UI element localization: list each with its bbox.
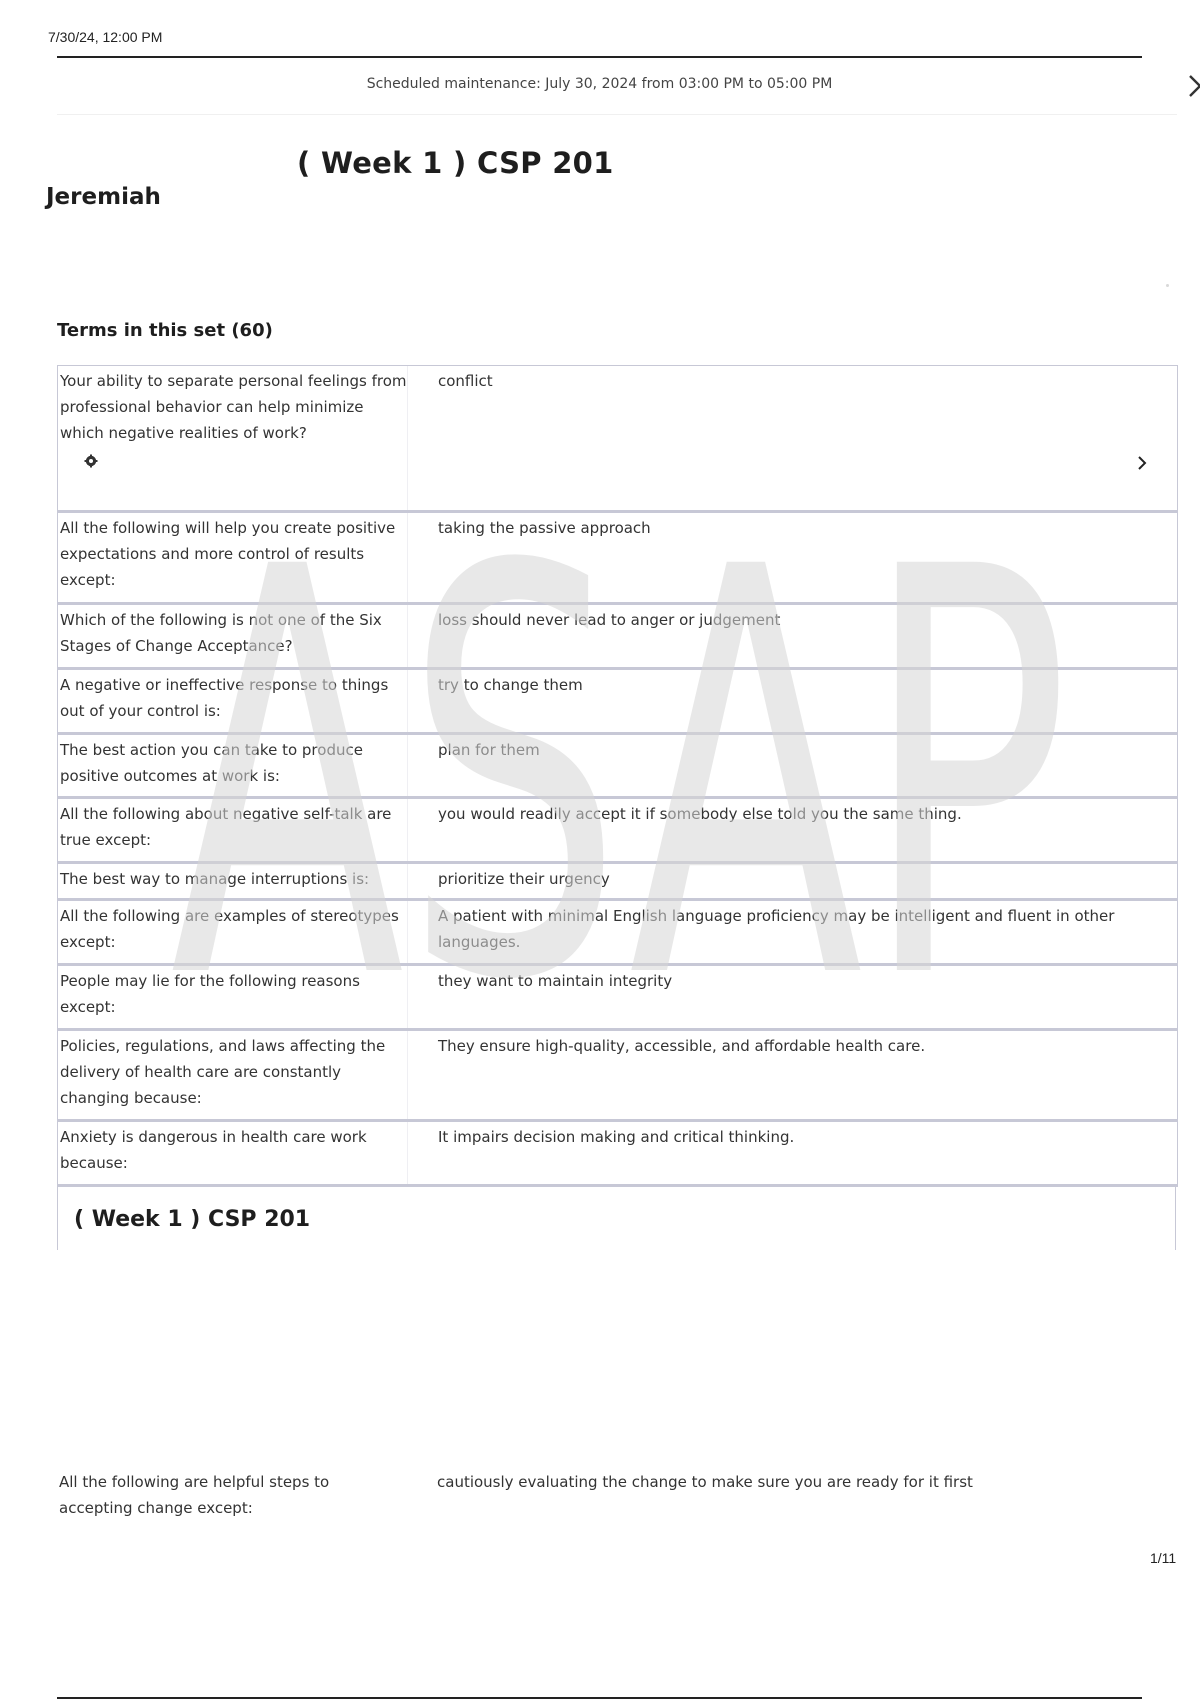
- term-question: The best way to manage interruptions is:: [58, 864, 408, 898]
- term-row: [58, 670, 1177, 735]
- term-row: [58, 799, 1177, 864]
- term-answer: conflict: [438, 372, 493, 390]
- term-row: [58, 1122, 1177, 1187]
- term-answer: cautiously evaluating the change to make sure you are ready for it first: [437, 1473, 973, 1491]
- term-row: [58, 864, 1177, 901]
- bottom-rule: [57, 1697, 1142, 1699]
- maintenance-banner: [57, 70, 1177, 115]
- chevron-right-icon[interactable]: [1133, 454, 1151, 472]
- set-footer-card: [57, 1184, 1176, 1250]
- print-timestamp: 7/30/24, 12:00 PM: [48, 29, 163, 45]
- term-answer: They ensure high-quality, accessible, and affordable health care.: [438, 1037, 926, 1055]
- term-row: [58, 513, 1177, 605]
- term-question: All the following are helpful steps to accepting change except:: [59, 1473, 330, 1517]
- term-row: [58, 966, 1177, 1031]
- term-question: The best action you can take to produce positive outcomes at work is:: [58, 735, 408, 796]
- decorative-dot: [1166, 284, 1169, 287]
- term-row: [58, 366, 1177, 513]
- maintenance-message: Scheduled maintenance: July 30, 2024 from 03:00 PM to 05:00 PM: [366, 76, 833, 92]
- author-name[interactable]: Jeremiah: [46, 184, 161, 210]
- term-row: [58, 605, 1177, 670]
- term-answer: plan for them: [438, 741, 540, 759]
- set-title: ( Week 1 ) CSP 201: [297, 146, 614, 180]
- term-row: [58, 1031, 1177, 1122]
- gear-icon[interactable]: [84, 454, 98, 468]
- term-question: All the following about negative self-talk are true except:: [58, 799, 408, 861]
- term-question: Which of the following is not one of the Six Stages of Change Acceptance?: [58, 605, 408, 667]
- term-question: Policies, regulations, and laws affecting the delivery of health care are constantly changing because:: [58, 1031, 408, 1119]
- close-icon[interactable]: [1184, 70, 1200, 102]
- page-number: 1/11: [1150, 1550, 1177, 1566]
- term-question: All the following will help you create positive expectations and more control of results except:: [58, 513, 408, 602]
- term-question: Your ability to separate personal feelings from professional behavior can help minimize which negative realities of work?: [58, 366, 408, 510]
- terms-heading: Terms in this set (60): [57, 320, 273, 341]
- term-row: [58, 901, 1177, 966]
- term-answer: It impairs decision making and critical thinking.: [438, 1128, 795, 1146]
- footer-set-title: ( Week 1 ) CSP 201: [74, 1207, 311, 1232]
- top-rule: [57, 56, 1142, 58]
- watermark-text: ASAP: [170, 451, 1070, 1010]
- term-question: People may lie for the following reasons except:: [58, 966, 408, 1028]
- term-answer: A patient with minimal English language proficiency may be intelligent and fluent in other languages.: [438, 907, 1115, 951]
- term-question: All the following are examples of stereotypes except:: [58, 901, 408, 963]
- term-answer: they want to maintain integrity: [438, 972, 673, 990]
- term-answer: try to change them: [438, 676, 583, 694]
- term-answer: you would readily accept it if somebody else told you the same thing.: [438, 805, 962, 823]
- term-question: Anxiety is dangerous in health care work because:: [58, 1122, 408, 1184]
- term-row: [58, 735, 1177, 799]
- term-answer: taking the passive approach: [438, 519, 651, 537]
- term-question: A negative or ineffective response to things out of your control is:: [58, 670, 408, 732]
- term-answer: prioritize their urgency: [438, 870, 610, 888]
- terms-table: [57, 365, 1178, 1187]
- term-answer: loss should never lead to anger or judgement: [438, 611, 781, 629]
